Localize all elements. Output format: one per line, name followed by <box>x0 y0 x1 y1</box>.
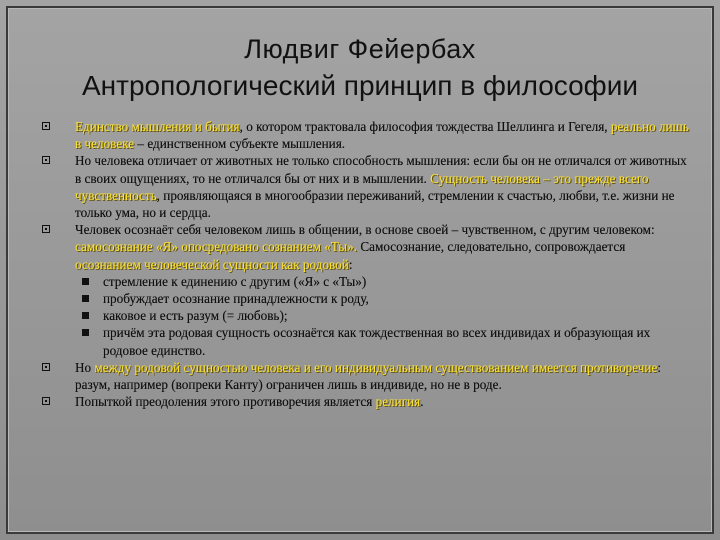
sub-bullet-item-4 <box>75 324 690 358</box>
highlight-text: реально лишь в человеке <box>75 119 689 152</box>
bullet-text: , о котором трактовала философия тождества Шеллинга и Гегеля, <box>239 119 611 134</box>
bullet-text: – единственном субъекте мышления. <box>134 136 346 152</box>
slide-subtitle: Антропологический принцип в философии <box>82 70 638 101</box>
highlight-text: осознанием человеческой сущности как родовой <box>75 256 349 272</box>
bullet-item-1 <box>42 118 690 152</box>
square-bullet-icon <box>42 122 50 130</box>
filled-square-bullet-icon <box>82 278 89 285</box>
bullet-text: : разум, например (вопреки Канту) ограничен лишь в индивиде, но не в роде. <box>75 359 662 393</box>
highlight-text: между родовой сущностью человека и его индивидуальным существованием имеется противоречие <box>94 359 658 375</box>
sub-bullet-text: стремление к единению с другим («Я» с «Ты») <box>103 273 367 289</box>
highlight-text: самосознание «Я» опосредовано сознанием «Ты». <box>75 239 358 255</box>
sub-bullet-text: причём эта родовая сущность осознаётся как тождественная во всех индивидах и образующая их родовое единство. <box>103 325 651 358</box>
bullet-item-5 <box>42 393 690 410</box>
square-bullet-icon <box>42 397 50 405</box>
bullet-list <box>42 118 690 410</box>
bullet-text: : <box>348 256 353 272</box>
filled-square-bullet-icon <box>82 295 89 302</box>
bullet-text: Самосознание, следовательно, сопровождается <box>357 239 626 255</box>
square-bullet-icon <box>42 156 50 164</box>
sub-bullet-item-2 <box>75 290 690 307</box>
square-bullet-icon <box>42 363 50 371</box>
sub-bullet-text: каковое и есть разум (= любовь); <box>103 308 288 324</box>
bullet-item-2 <box>42 152 690 221</box>
highlight-text: Единство мышления и бытия <box>75 119 240 134</box>
filled-square-bullet-icon <box>82 329 89 336</box>
sub-bullet-item-1 <box>75 273 690 290</box>
highlight-text: Сущность человека – это прежде всего чувственность <box>75 170 649 203</box>
sub-bullet-text: пробуждает осознание принадлежности к роду, <box>103 291 369 307</box>
bullet-text: , проявляющаяся в многообразии переживаний, стремлении к счастью, любви, т.е. жизни не только ума, но и сердца. <box>75 187 675 221</box>
filled-square-bullet-icon <box>82 312 89 319</box>
bullet-text: . <box>420 394 424 410</box>
sub-bullet-item-3 <box>75 307 690 324</box>
bullet-text: Попыткой преодоления этого противоречия является <box>75 394 376 410</box>
bullet-text: Человек осознаёт себя человеком лишь в общении, в основе своей – чувственном, с другим человеком: <box>75 222 655 238</box>
slide-title: Людвиг Фейербах <box>244 34 476 64</box>
bullet-text: Но человека отличает от животных не только способность мышления: если бы он не отличался от животных в своих ощущениях, то не отличался бы от них и в мышлении. <box>75 153 687 186</box>
bullet-item-4 <box>42 359 690 393</box>
highlight-text: религия <box>375 394 421 410</box>
bullet-item-3 <box>42 221 690 359</box>
bullet-text: Но <box>75 359 95 375</box>
square-bullet-icon <box>42 225 50 233</box>
